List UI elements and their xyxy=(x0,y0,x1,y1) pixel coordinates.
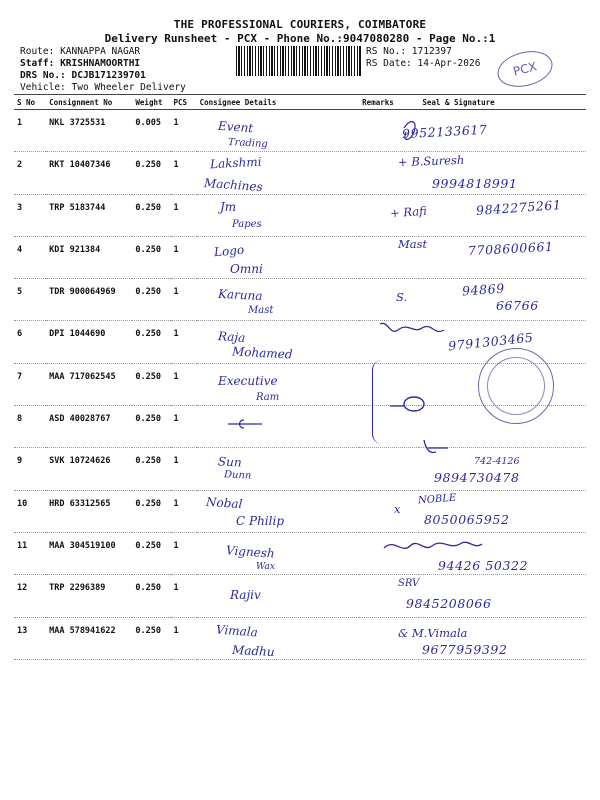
col-remarks: Remarks xyxy=(359,95,419,110)
cell-consignment: MAA 304519100 xyxy=(46,532,132,574)
hw-consignee: Machines xyxy=(203,175,264,195)
col-consignee: Consignee Details xyxy=(197,95,360,110)
route-value: KANNAPPA NAGAR xyxy=(60,46,141,57)
hw-signature: 66766 xyxy=(496,298,539,313)
cell-pcs: 1 xyxy=(171,448,197,490)
hw-signature: 9845208066 xyxy=(406,596,492,611)
cell-weight: 0.250 xyxy=(132,236,170,278)
rs-date-label: RS Date: xyxy=(366,58,412,69)
cell-consignment: ASD 40028767 xyxy=(46,406,132,448)
signature-scribble xyxy=(424,440,448,453)
hw-signature: + Rafi xyxy=(389,203,428,221)
hw-consignee: Wax xyxy=(256,562,275,572)
cell-consignment: RKT 10407346 xyxy=(46,152,132,194)
cell-sno: 12 xyxy=(14,575,46,617)
hw-signature: S. xyxy=(396,290,408,304)
cell-weight: 0.250 xyxy=(132,279,170,321)
col-signature: Seal & Signature xyxy=(419,95,586,110)
cell-sno: 13 xyxy=(14,617,46,659)
cell-weight: 0.250 xyxy=(132,617,170,659)
cell-pcs: 1 xyxy=(171,363,197,405)
cell-pcs: 1 xyxy=(171,152,197,194)
cell-weight: 0.250 xyxy=(132,575,170,617)
hw-consignee: Madhu xyxy=(231,642,275,660)
hw-signature: 742-4126 xyxy=(474,456,520,467)
hw-signature: 94426 50322 xyxy=(438,558,529,573)
hw-consignee: Executive xyxy=(218,374,278,388)
hw-consignee: Mast xyxy=(248,305,274,316)
hw-signature: 8050065952 xyxy=(424,512,510,527)
cell-pcs: 1 xyxy=(171,617,197,659)
staff-value: KRISHNAMOORTHI xyxy=(60,58,141,69)
hw-signature: 9894730478 xyxy=(434,470,520,485)
cell-consignment: KDI 921384 xyxy=(46,236,132,278)
hw-consignee: Logo xyxy=(213,242,245,260)
rs-no-label: RS No.: xyxy=(366,46,407,57)
cell-weight: 0.250 xyxy=(132,194,170,236)
cell-weight: 0.250 xyxy=(132,532,170,574)
cell-sno: 2 xyxy=(14,152,46,194)
pcx-stamp: PCX xyxy=(494,46,557,93)
cell-weight: 0.250 xyxy=(132,448,170,490)
cell-pcs: 1 xyxy=(171,321,197,363)
cell-consignment: DPI 1044690 xyxy=(46,321,132,363)
hw-consignee: Papes xyxy=(232,219,262,230)
cell-sno: 6 xyxy=(14,321,46,363)
cell-pcs: 1 xyxy=(171,490,197,532)
hw-signature: + B.Suresh xyxy=(397,152,465,170)
cell-pcs: 1 xyxy=(171,236,197,278)
hw-consignee: Vignesh xyxy=(225,543,276,561)
signature-scribble xyxy=(384,542,482,548)
hw-signature: NOBLE xyxy=(417,492,457,507)
drs-label: DRS No.: xyxy=(20,70,66,81)
cell-consignment: TRP 2296389 xyxy=(46,575,132,617)
cell-sno: 3 xyxy=(14,194,46,236)
cell-pcs: 1 xyxy=(171,279,197,321)
cell-consignment: TDR 900064969 xyxy=(46,279,132,321)
cell-weight: 0.005 xyxy=(132,110,170,152)
hw-signature: SRV xyxy=(398,578,420,589)
staff-label: Staff: xyxy=(20,58,55,69)
hw-signature: 9842275261 xyxy=(475,197,562,218)
cell-pcs: 1 xyxy=(171,575,197,617)
route-label: Route: xyxy=(20,46,55,57)
hw-consignee: Event xyxy=(217,118,254,136)
cell-consignment: MAA 717062545 xyxy=(46,363,132,405)
cell-sno: 10 xyxy=(14,490,46,532)
vehicle-value: Two Wheeler Delivery xyxy=(71,82,186,93)
hw-consignee: Jm xyxy=(220,200,237,214)
signature-loop xyxy=(404,397,424,411)
cell-sno: 5 xyxy=(14,279,46,321)
cell-weight: 0.250 xyxy=(132,321,170,363)
hw-consignee: C Philip xyxy=(236,514,284,528)
consignee-scribble xyxy=(228,420,262,428)
document-title: THE PROFESSIONAL COURIERS, COIMBATORE xyxy=(173,18,427,31)
col-pcs: PCS xyxy=(171,95,197,110)
hw-consignee: Rajiv xyxy=(230,588,261,602)
col-consignment: Consignment No xyxy=(46,95,132,110)
cell-consignment: SVK 10724626 xyxy=(46,448,132,490)
row-grouping-brace xyxy=(372,360,387,444)
rs-date-value: 14-Apr-2026 xyxy=(417,58,481,69)
cell-weight: 0.250 xyxy=(132,363,170,405)
rs-no-value: 1712397 xyxy=(411,46,452,57)
cell-sno: 8 xyxy=(14,406,46,448)
hw-signature: 9952133617 xyxy=(401,121,488,142)
hw-consignee: Vimala xyxy=(215,622,259,640)
col-weight: Weight xyxy=(132,95,170,110)
hw-signature: Mast xyxy=(398,237,428,251)
cell-consignment: NKL 3725531 xyxy=(46,110,132,152)
hw-signature: 94869 xyxy=(461,280,506,299)
cell-sno: 7 xyxy=(14,363,46,405)
cell-pcs: 1 xyxy=(171,406,197,448)
hw-consignee: Dunn xyxy=(223,469,252,482)
hw-consignee: Mohamed xyxy=(231,344,293,362)
hw-signature: x xyxy=(394,502,401,516)
cell-sno: 9 xyxy=(14,448,46,490)
hw-consignee: Lakshmi xyxy=(209,154,262,172)
hw-signature: 9791303465 xyxy=(447,329,535,354)
hw-consignee: Ram xyxy=(256,392,280,403)
cell-pcs: 1 xyxy=(171,194,197,236)
hw-consignee: Omni xyxy=(230,262,263,276)
hw-signature: 9994818991 xyxy=(432,176,518,191)
document-subtitle: Delivery Runsheet - PCX - Phone No.:9047080280 - Page No.:1 xyxy=(104,32,496,45)
cell-weight: 0.250 xyxy=(132,152,170,194)
hw-consignee: Karuna xyxy=(217,286,263,304)
hw-signature: & M.Vimala xyxy=(398,626,468,640)
cell-weight: 0.250 xyxy=(132,406,170,448)
cell-pcs: 1 xyxy=(171,110,197,152)
hw-consignee: Nobal xyxy=(205,494,243,512)
drs-value: DCJB171239701 xyxy=(71,70,146,81)
cell-pcs: 1 xyxy=(171,532,197,574)
signature-scribble xyxy=(380,323,444,331)
col-sno: S No xyxy=(14,95,46,110)
vehicle-label: Vehicle: xyxy=(20,82,66,93)
cell-sno: 4 xyxy=(14,236,46,278)
company-seal xyxy=(478,348,554,424)
cell-consignment: TRP 5183744 xyxy=(46,194,132,236)
cell-sno: 11 xyxy=(14,532,46,574)
signature-scribble xyxy=(404,122,415,140)
company-seal-inner xyxy=(487,357,545,415)
cell-consignment: HRD 63312565 xyxy=(46,490,132,532)
hw-signature: 7708600661 xyxy=(467,238,554,259)
cell-weight: 0.250 xyxy=(132,490,170,532)
hw-signature: 9677959392 xyxy=(422,642,508,657)
hw-consignee: Trading xyxy=(227,136,269,151)
cell-consignment: MAA 578941622 xyxy=(46,617,132,659)
cell-sno: 1 xyxy=(14,110,46,152)
hw-consignee: Sun xyxy=(217,454,243,470)
hw-consignee: Raja xyxy=(217,329,246,345)
